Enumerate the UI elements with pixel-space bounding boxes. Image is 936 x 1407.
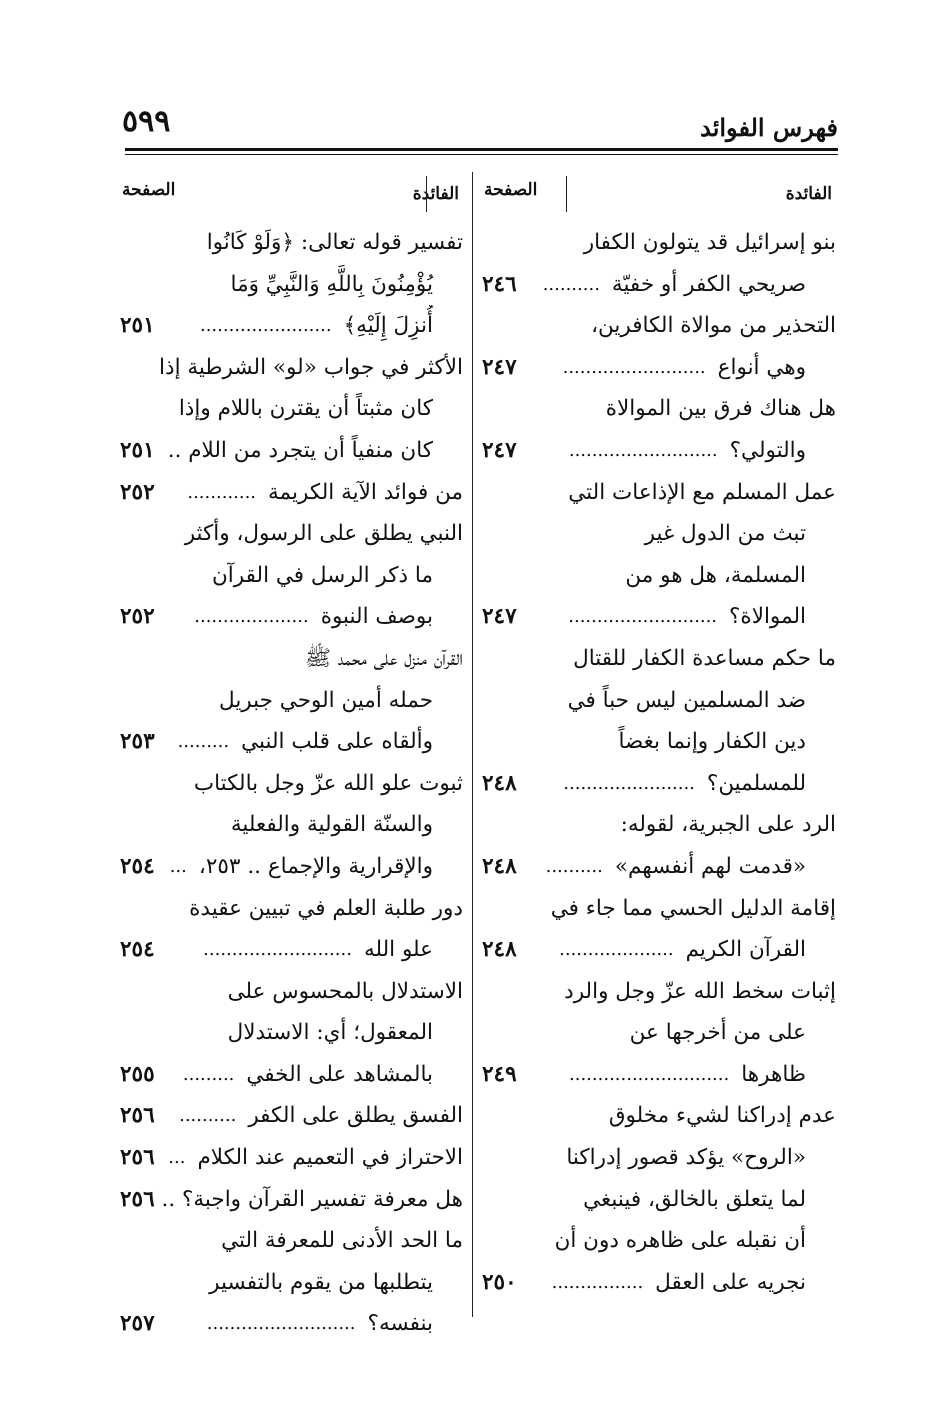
running-head: [118, 100, 838, 144]
index-entry: [118, 222, 463, 347]
entry-continuation-line: [118, 1012, 463, 1054]
entry-text: الفسق يطلق على الكفر: [248, 1103, 463, 1129]
entry-text: هل هناك فرق بين الموالاة: [605, 396, 836, 422]
entry-page-number: ٢٥٦: [120, 1145, 155, 1171]
entry-text: المسلمة، هل هو من: [625, 562, 806, 588]
leader-dots: ............: [187, 481, 257, 503]
entry-text: هل معرفة تفسير القرآن واجبة؟ ..: [161, 1186, 463, 1212]
topic-column-label: الفائدة: [412, 184, 459, 204]
entry-continuation-line: [480, 846, 836, 888]
entry-topic-line: [118, 1095, 463, 1137]
entry-continuation-line: [480, 680, 836, 722]
entry-text: حمله أمين الوحي جبريل: [219, 687, 433, 713]
entry-text: كان منفياً أن يتجرد من اللام ..: [167, 437, 433, 463]
leader-dots: ............................: [569, 1063, 730, 1085]
entry-continuation-line: [480, 347, 836, 389]
entry-text: أن نقبله على ظاهره دون أن: [554, 1228, 806, 1254]
entry-continuation-line: [480, 1054, 836, 1096]
index-entries: [480, 222, 836, 1303]
entry-page-number: ٢٥٦: [120, 1186, 155, 1212]
entry-text: يتطلبها من يقوم بالتفسير: [209, 1269, 433, 1295]
entry-text: دين الكفار وإنما بغضاً: [618, 729, 806, 755]
leader-dots: ..........................: [206, 1313, 356, 1335]
entry-text: القرآن الكريم: [685, 937, 806, 963]
entry-page-number: ٢٤٨: [482, 853, 517, 879]
entry-continuation-line: [118, 555, 463, 597]
index-entry: [118, 1179, 463, 1221]
leader-dots: .......................: [563, 772, 695, 794]
entry-text: والسنّة القولية والفعلية: [230, 812, 433, 838]
entry-text: أُنزِلَ إِلَيْهِ﴾: [343, 313, 433, 339]
leader-dots: ..........: [542, 273, 600, 295]
leader-dots: ...: [169, 855, 187, 877]
column-divider: [472, 172, 473, 1317]
entry-text: صريحي الكفر أو خفيّة: [611, 271, 806, 297]
entry-continuation-line: [118, 388, 463, 430]
index-entry: [118, 1137, 463, 1179]
entry-text: نجريه على العقل: [655, 1269, 806, 1295]
entry-text: يُؤْمِنُونَ بِاللَّهِ وَالنَّبِيِّ وَمَا: [230, 271, 433, 297]
entry-text: ظاهرها: [741, 1061, 806, 1087]
entry-page-number: ٢٥٠: [482, 1269, 517, 1295]
leader-dots: ...: [168, 1147, 186, 1169]
entry-topic-line: [118, 971, 463, 1013]
entry-text: القرآن منزل على محمد ﷺ: [304, 645, 463, 671]
entry-continuation-line: [118, 596, 463, 638]
entry-continuation-line: [118, 1262, 463, 1304]
entry-continuation-line: [118, 721, 463, 763]
entry-text: دور طلبة العلم في تبيين عقيدة: [189, 895, 463, 921]
index-entries: [118, 222, 463, 1345]
entry-text: تبث من الدول غير: [644, 521, 806, 547]
entry-continuation-line: [480, 1012, 836, 1054]
header-separator: [426, 176, 427, 212]
entry-page-number: ٢٥٢: [120, 479, 155, 505]
entry-text: كان مثبتاً أن يقترن باللام وإذا: [178, 396, 433, 422]
entry-page-number: ٢٥٥: [120, 1061, 155, 1087]
entry-topic-line: [480, 971, 836, 1013]
index-entry: [118, 513, 463, 638]
index-entry: [480, 388, 836, 471]
entry-page-number: ٢٥٧: [120, 1311, 155, 1337]
entry-page-number: ٢٤٧: [482, 437, 517, 463]
index-entry: [480, 804, 836, 887]
entry-topic-line: [480, 472, 836, 514]
entry-text: بنفسه؟: [367, 1311, 433, 1337]
index-entry: [118, 763, 463, 888]
entry-text: المعقول؛ أي: الاستدلال: [227, 1020, 433, 1046]
entry-topic-line: [118, 1220, 463, 1262]
entry-continuation-line: [118, 305, 463, 347]
page-title: فهرس الفوائد: [700, 113, 838, 142]
entry-topic-line: [118, 472, 463, 514]
entry-text: والتولي؟: [729, 437, 806, 463]
index-entry: [118, 888, 463, 971]
entry-text: وهي أنواع: [717, 354, 806, 380]
entry-continuation-line: [118, 430, 463, 472]
entry-text: التحذير من موالاة الكافرين،: [591, 313, 836, 339]
entry-text: من فوائد الآية الكريمة: [268, 479, 463, 505]
entry-text: الرد على الجبرية، لقوله:: [620, 812, 836, 838]
header-rule-thin: [125, 154, 838, 155]
entry-text: إثبات سخط الله عزّ وجل والرد: [564, 978, 836, 1004]
entry-text: النبي يطلق على الرسول، وأكثر: [184, 521, 463, 547]
entry-continuation-line: [118, 680, 463, 722]
entry-text: «قدمت لهم أنفسهم»: [614, 853, 806, 879]
entry-text: على من أخرجها عن: [629, 1020, 806, 1046]
entry-topic-line: [118, 1179, 463, 1221]
entry-topic-line: [480, 1095, 836, 1137]
entry-topic-line: [118, 347, 463, 389]
entry-continuation-line: [480, 929, 836, 971]
index-entry: [118, 347, 463, 472]
entry-topic-line: [480, 888, 836, 930]
header-rule-thick: [125, 148, 838, 151]
entry-continuation-line: [480, 721, 836, 763]
entry-page-number: ٢٤٧: [482, 604, 517, 630]
entry-continuation-line: [480, 596, 836, 638]
entry-text: عدم إدراكنا لشيء مخلوق: [608, 1103, 836, 1129]
entry-topic-line: [480, 804, 836, 846]
entry-topic-line: [118, 888, 463, 930]
index-entry: [480, 472, 836, 638]
index-entry: [118, 638, 463, 763]
entry-page-number: ٢٥٤: [120, 937, 155, 963]
index-column-right: [480, 176, 836, 1303]
column-header: [118, 176, 463, 222]
entry-continuation-line: [480, 264, 836, 306]
column-header: [480, 176, 836, 222]
entry-text: بالمشاهد على الخفي: [246, 1061, 433, 1087]
entry-text: تفسير قوله تعالى: ﴿وَلَوْ كَانُوا: [206, 230, 463, 255]
entry-continuation-line: [480, 1262, 836, 1304]
entry-continuation-line: [480, 430, 836, 472]
leader-dots: ....................: [559, 939, 674, 961]
index-column-left: [118, 176, 463, 1345]
index-entry: [480, 888, 836, 971]
entry-continuation-line: [118, 1054, 463, 1096]
index-entry: [118, 472, 463, 514]
entry-page-number: ٢٤٦: [482, 271, 517, 297]
index-entry: [480, 971, 836, 1096]
entry-text: ثبوت علو الله عزّ وجل بالكتاب: [193, 770, 463, 796]
entry-text: علو الله: [363, 937, 433, 963]
entry-topic-line: [480, 388, 836, 430]
entry-text: ما ذكر الرسل في القرآن: [212, 562, 433, 588]
page-column-label: الصفحة: [122, 180, 176, 200]
topic-column-label: الفائدة: [785, 184, 832, 204]
leader-dots: .......................: [199, 315, 332, 337]
entry-page-number: ٢٥٣: [120, 729, 155, 755]
leader-dots: .........................: [562, 356, 706, 378]
entry-topic-line: [118, 222, 463, 264]
header-separator: [566, 176, 567, 212]
leader-dots: ..........: [545, 855, 603, 877]
leader-dots: ................: [551, 1271, 644, 1293]
entry-continuation-line: [480, 1137, 836, 1179]
entry-text: «الروح» يؤكد قصور إدراكنا: [566, 1145, 806, 1171]
entry-text: الاستدلال بالمحسوس على: [227, 978, 463, 1004]
index-entry: [480, 1095, 836, 1303]
entry-topic-line: [480, 638, 836, 680]
entry-text: الموالاة؟: [729, 604, 806, 630]
entry-text: الاحتراز في التعميم عند الكلام: [197, 1145, 463, 1171]
entry-topic-line: [118, 763, 463, 805]
index-entry: [118, 1220, 463, 1345]
entry-text: وألقاه على قلب النبي: [241, 729, 433, 755]
entry-continuation-line: [118, 264, 463, 306]
entry-topic-line: [480, 305, 836, 347]
entry-continuation-line: [118, 804, 463, 846]
index-entry: [118, 971, 463, 1096]
entry-page-number: ٢٥١: [120, 437, 155, 463]
entry-continuation-line: [118, 1303, 463, 1345]
entry-page-number: ٢٤٨: [482, 937, 517, 963]
entry-topic-line: [118, 638, 463, 680]
entry-text: الأكثر في جواب «لو» الشرطية إذا: [159, 354, 463, 380]
entry-topic-line: [118, 1137, 463, 1179]
index-entry: [480, 305, 836, 388]
index-entry: [118, 1095, 463, 1137]
entry-text: بوصف النبوة: [320, 604, 433, 630]
leader-dots: .........: [182, 1063, 235, 1085]
entry-page-number: ٢٥١: [120, 313, 155, 339]
entry-page-number: ٢٥٤: [120, 853, 155, 879]
leader-dots: ..........................: [203, 939, 352, 961]
entry-page-number: ٢٤٨: [482, 770, 517, 796]
entry-continuation-line: [480, 555, 836, 597]
entry-continuation-line: [480, 513, 836, 555]
entry-continuation-line: [480, 1179, 836, 1221]
entry-continuation-line: [118, 846, 463, 888]
index-entry: [480, 638, 836, 804]
index-entry: [480, 222, 836, 305]
entry-text: إقامة الدليل الحسي مما جاء في: [550, 895, 836, 921]
entry-continuation-line: [480, 763, 836, 805]
entry-text: والإقرارية والإجماع .. ٢٥٣،: [198, 853, 433, 879]
leader-dots: ..........................: [568, 606, 718, 628]
page-column-label: الصفحة: [484, 180, 538, 200]
entry-text: عمل المسلم مع الإذاعات التي: [568, 479, 836, 505]
entry-page-number: ٢٥٢: [120, 604, 155, 630]
leader-dots: ....................: [194, 606, 309, 628]
page-number: ٥٩٩: [122, 104, 171, 139]
leader-dots: ..........................: [568, 439, 718, 461]
entry-text: بنو إسرائيل قد يتولون الكفار: [583, 230, 836, 255]
leader-dots: ..........: [179, 1105, 237, 1127]
entry-page-number: ٢٤٩: [482, 1061, 517, 1087]
entry-page-number: ٢٥٦: [120, 1103, 155, 1129]
entry-topic-line: [118, 513, 463, 555]
entry-text: ضد المسلمين ليس حباً في: [567, 687, 806, 713]
entry-text: لما يتعلق بالخالق، فينبغي: [583, 1186, 806, 1212]
entry-text: ما حكم مساعدة الكفار للقتال: [573, 645, 836, 671]
entry-text: ما الحد الأدنى للمعرفة التي: [221, 1228, 463, 1254]
entry-text: للمسلمين؟: [706, 770, 806, 796]
entry-continuation-line: [118, 929, 463, 971]
entry-topic-line: [480, 222, 836, 264]
entry-page-number: ٢٤٧: [482, 354, 517, 380]
leader-dots: .........: [177, 731, 230, 753]
entry-continuation-line: [480, 1220, 836, 1262]
